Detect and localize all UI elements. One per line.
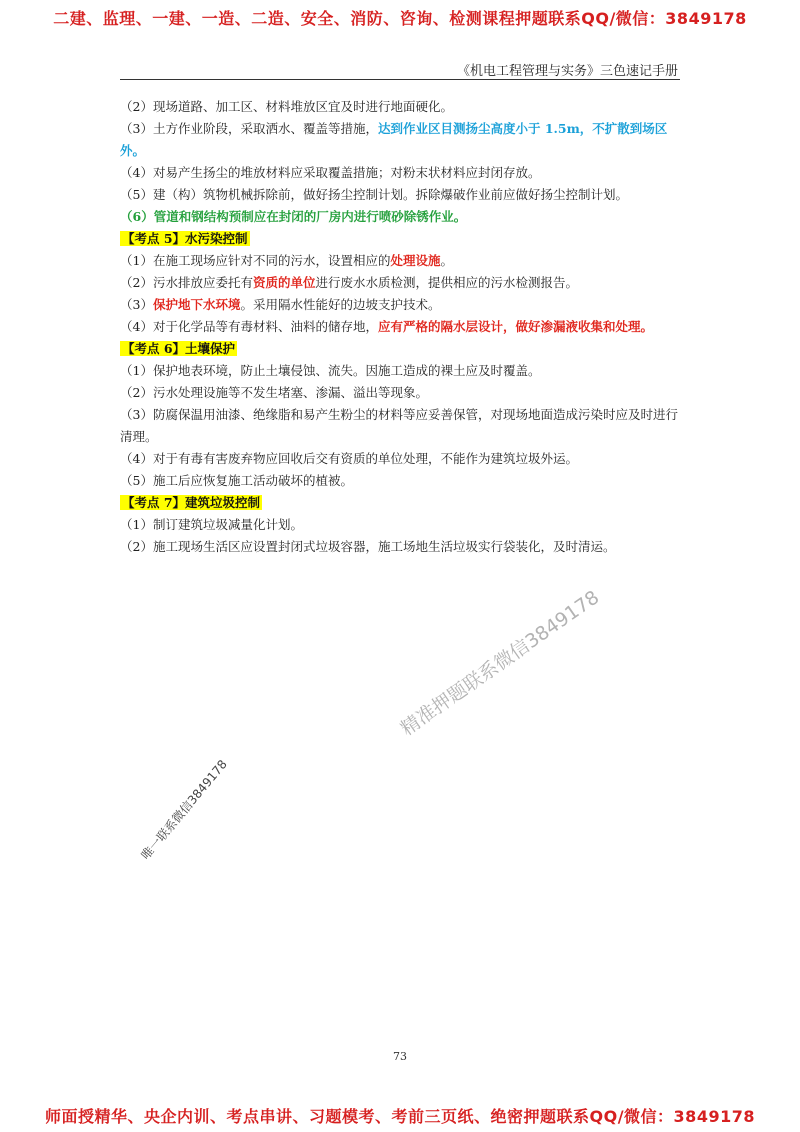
highlighted-heading: 【考点 7】建筑垃圾控制 (122, 495, 261, 510)
emphasis-red-text: 处理设施 (390, 253, 441, 268)
section-heading-5 (120, 228, 682, 250)
section-heading-6 (120, 338, 682, 360)
item-text: 进行废水水质检测，提供相应的污水检测报告。 (315, 275, 578, 290)
item-soil-1: （1）保护地表环境，防止土壤侵蚀、流失。因施工造成的裸土应及时覆盖。 (120, 363, 541, 378)
item-dust-4: （4）对易产生扬尘的堆放材料应采取覆盖措施；对粉末状材料应封闭存放。 (120, 165, 541, 180)
item-water-2 (120, 272, 682, 294)
header-rule (120, 79, 680, 80)
item-waste-1: （1）制订建筑垃圾减量化计划。 (120, 517, 303, 532)
item-text: （2）污水排放应委托有 (120, 275, 253, 290)
item-soil-4: （4）对于有毒有害废弃物应回收后交有资质的单位处理，不能作为建筑垃圾外运。 (120, 451, 578, 466)
emphasis-red-text: 保护地下水环境 (152, 297, 241, 312)
item-text: （1）在施工现场应针对不同的污水，设置相应的 (120, 253, 391, 268)
item-text: （3）土方作业阶段，采取洒水、覆盖等措施， (120, 121, 378, 136)
emphasis-blue-text: 达到作业区目测扬尘高度小于 1.5m，不扩散到场区外。 (120, 121, 668, 158)
item-dust-5: （5）建（构）筑物机械拆除前，做好扬尘控制计划。拆除爆破作业前应做好扬尘控制计划。 (120, 187, 628, 202)
watermark-small: 唯一联系微信3849178 (138, 757, 230, 863)
item-waste-2: （2）施工现场生活区应设置封闭式垃圾容器，施工场地生活垃圾实行袋装化，及时清运。 (120, 539, 616, 554)
item-text: （3） (120, 297, 153, 312)
page-content (120, 96, 682, 558)
item-water-3 (120, 294, 682, 316)
item-water-4 (120, 316, 682, 338)
item-text: （4）对于化学品等有毒材料、油料的储存地， (120, 319, 378, 334)
page-number: 73 (393, 1050, 407, 1063)
emphasis-red-text: 应有严格的隔水层设计，做好渗漏液收集和处理。 (377, 319, 653, 334)
item-dust-6: （6）管道和钢结构预制应在封闭的厂房内进行喷砂除锈作业。 (120, 209, 467, 224)
item-dust-3 (120, 118, 682, 162)
item-dust-2: （2）现场道路、加工区、材料堆放区宜及时进行地面硬化。 (120, 99, 453, 114)
item-soil-3: （3）防腐保温用油漆、绝缘脂和易产生粉尘的材料等应妥善保管，对现场地面造成污染时应及时进行清理。 (120, 407, 678, 444)
item-text: 。采用隔水性能好的边坡支护技术。 (240, 297, 441, 312)
item-soil-5: （5）施工后应恢复施工活动破坏的植被。 (120, 473, 353, 488)
highlighted-heading: 【考点 6】土壤保护 (122, 341, 236, 356)
watermark-large: 精准押题联系微信3849178 (396, 586, 604, 741)
bottom-banner: 师面授精华、央企内训、考点串讲、习题模考、考前三页纸、绝密押题联系QQ/微信：3849178 (45, 1107, 755, 1126)
item-water-1 (120, 250, 682, 272)
top-banner: 二建、监理、一建、一造、二造、安全、消防、咨询、检测课程押题联系QQ/微信：3849178 (53, 9, 747, 28)
emphasis-red-text: 资质的单位 (252, 275, 316, 290)
header-title: 《机电工程管理与实务》三色速记手册 (456, 64, 678, 79)
item-soil-2: （2）污水处理设施等不发生堵塞、渗漏、溢出等现象。 (120, 385, 428, 400)
section-heading-7 (120, 492, 682, 514)
item-text: 。 (440, 253, 453, 268)
highlighted-heading: 【考点 5】水污染控制 (122, 231, 248, 246)
